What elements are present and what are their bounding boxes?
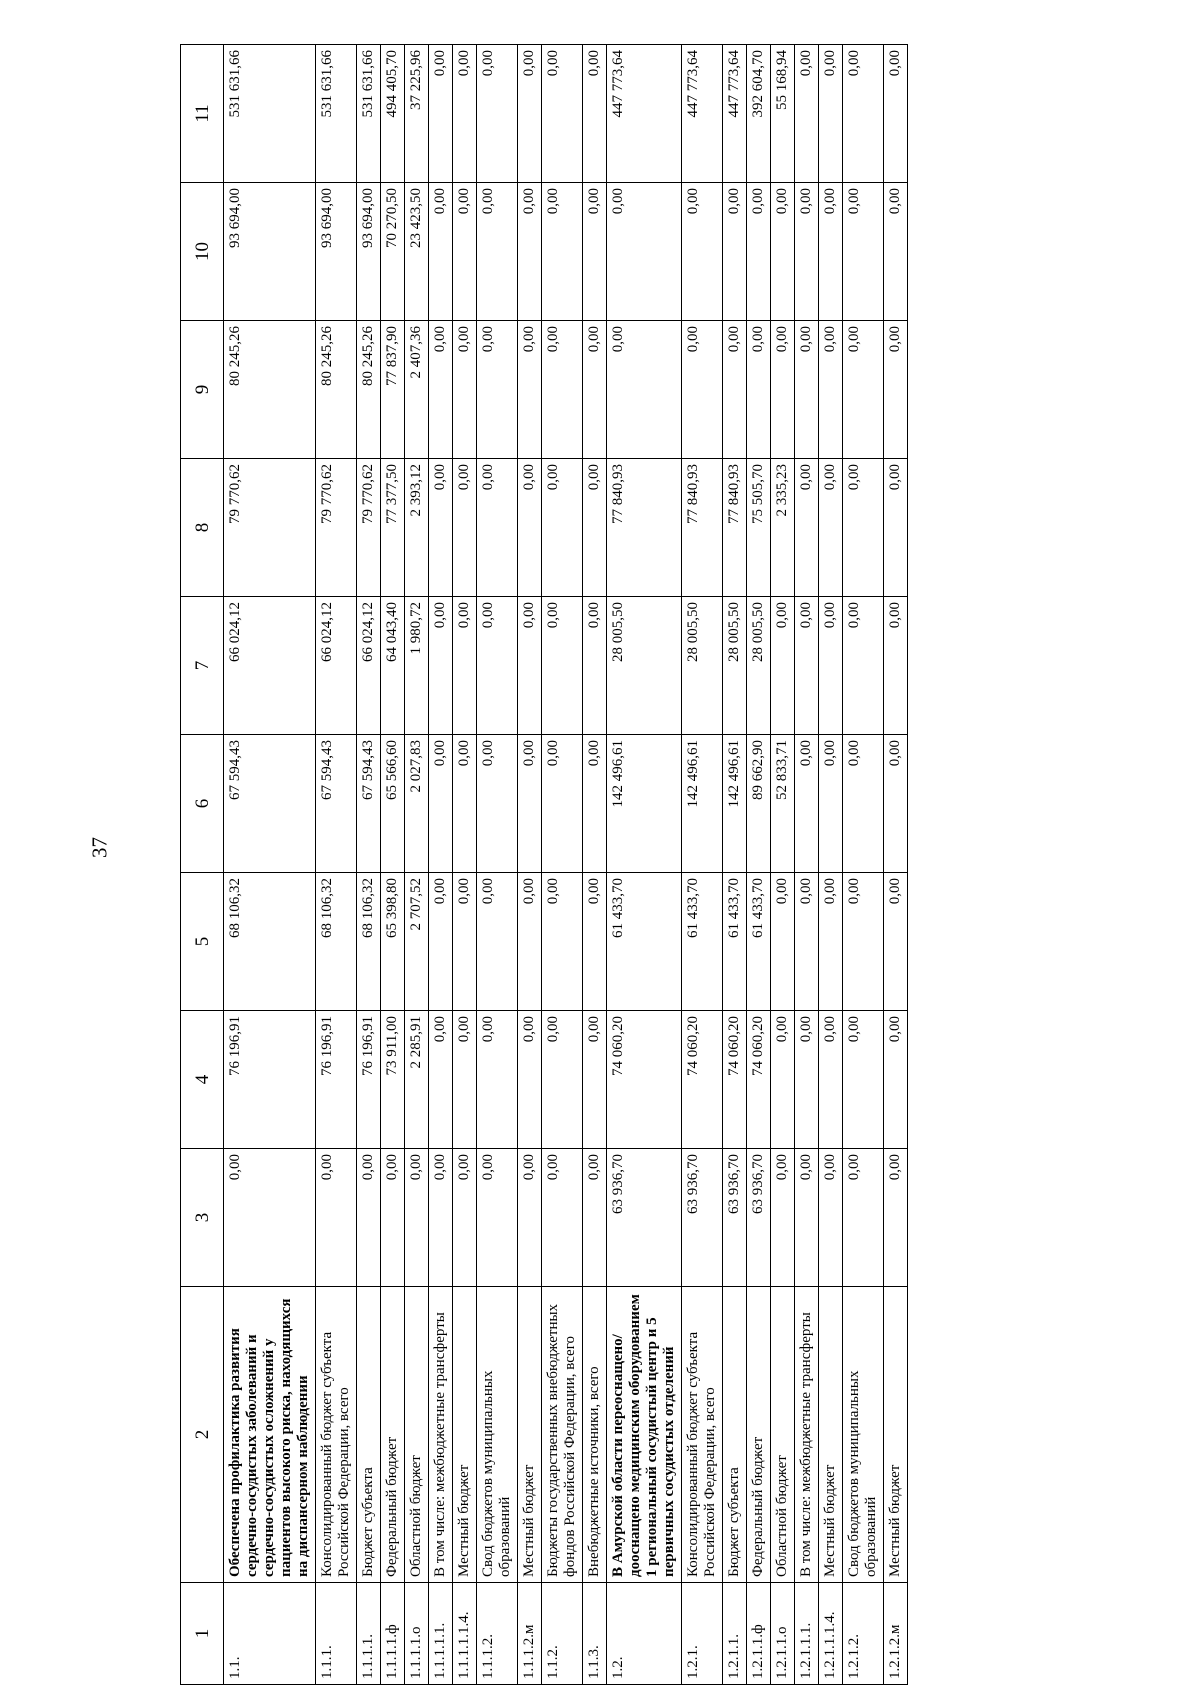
row-code: 1.2.1.2.м [884,1583,908,1685]
row-name: В том числе: межбюджетные трансферты [795,1287,819,1583]
row-name: Федеральный бюджет [381,1287,405,1583]
value-cell-col-11: 531 631,66 [224,45,316,183]
row-name: Бюджеты государственных внебюджетных фондов Российской Федерации, всего [542,1287,583,1583]
column-header-2: 2 [181,1287,224,1583]
value-cell-col-5: 68 106,32 [357,873,381,1011]
value-cell-col-8: 77 840,93 [682,459,723,597]
value-cell-col-5: 68 106,32 [224,873,316,1011]
page-number: 37 [87,837,112,858]
value-cell-col-6: 0,00 [477,735,518,873]
value-cell-col-3: 0,00 [224,1149,316,1287]
table-row [429,45,453,1685]
value-cell-col-6: 142 496,61 [723,735,747,873]
value-cell-col-9: 0,00 [884,321,908,459]
column-header-8: 8 [181,459,224,597]
value-cell-col-11: 0,00 [453,45,477,183]
value-cell-col-5: 0,00 [542,873,583,1011]
row-name: Федеральный бюджет [747,1287,771,1583]
table-row [357,45,381,1685]
value-cell-col-8: 2 335,23 [771,459,795,597]
value-cell-col-5: 61 433,70 [607,873,682,1011]
value-cell-col-4: 74 060,20 [682,1011,723,1149]
value-cell-col-9: 0,00 [795,321,819,459]
value-cell-col-3: 0,00 [583,1149,607,1287]
table-row [316,45,357,1685]
value-cell-col-10: 0,00 [747,183,771,321]
value-cell-col-7: 0,00 [477,597,518,735]
value-cell-col-3: 0,00 [381,1149,405,1287]
value-cell-col-10: 0,00 [795,183,819,321]
row-code: 1.1.1.1.ф [381,1583,405,1685]
value-cell-col-11: 447 773,64 [682,45,723,183]
value-cell-col-7: 64 043,40 [381,597,405,735]
value-cell-col-4: 0,00 [771,1011,795,1149]
row-code: 1.2.1.1.о [771,1583,795,1685]
value-cell-col-9: 0,00 [453,321,477,459]
value-cell-col-3: 0,00 [795,1149,819,1287]
value-cell-col-4: 76 196,91 [224,1011,316,1149]
value-cell-col-6: 67 594,43 [316,735,357,873]
table-row [843,45,884,1685]
value-cell-col-11: 37 225,96 [405,45,429,183]
value-cell-col-9: 0,00 [771,321,795,459]
column-header-9: 9 [181,321,224,459]
table-row [224,45,316,1685]
value-cell-col-4: 0,00 [884,1011,908,1149]
value-cell-col-11: 0,00 [843,45,884,183]
value-cell-col-3: 0,00 [357,1149,381,1287]
value-cell-col-8: 0,00 [843,459,884,597]
value-cell-col-6: 0,00 [843,735,884,873]
table-row [518,45,542,1685]
value-cell-col-11: 494 405,70 [381,45,405,183]
row-name: Местный бюджет [819,1287,843,1583]
column-header-7: 7 [181,597,224,735]
column-header-5: 5 [181,873,224,1011]
row-name: Обеспечена профилактика развития сердечно-сосудистых заболеваний и сердечно-сосудистых осложнений у пациентов высокого риска, находящихся на диспансерном наблюдении [224,1287,316,1583]
budget-table [180,44,908,1685]
value-cell-col-6: 67 594,43 [357,735,381,873]
column-header-1: 1 [181,1583,224,1685]
value-cell-col-4: 0,00 [542,1011,583,1149]
table-body [224,45,908,1685]
value-cell-col-5: 68 106,32 [316,873,357,1011]
table-row [607,45,682,1685]
table-row [381,45,405,1685]
value-cell-col-8: 0,00 [453,459,477,597]
value-cell-col-7: 0,00 [843,597,884,735]
value-cell-col-7: 28 005,50 [723,597,747,735]
value-cell-col-10: 70 270,50 [381,183,405,321]
row-code: 1.1.3. [583,1583,607,1685]
value-cell-col-3: 0,00 [477,1149,518,1287]
value-cell-col-9: 0,00 [518,321,542,459]
value-cell-col-7: 28 005,50 [607,597,682,735]
row-code: 1.2.1.1. [723,1583,747,1685]
table-row [723,45,747,1685]
value-cell-col-6: 2 027,83 [405,735,429,873]
value-cell-col-6: 67 594,43 [224,735,316,873]
value-cell-col-8: 79 770,62 [316,459,357,597]
value-cell-col-3: 0,00 [453,1149,477,1287]
value-cell-col-10: 0,00 [843,183,884,321]
value-cell-col-11: 0,00 [542,45,583,183]
value-cell-col-3: 0,00 [819,1149,843,1287]
value-cell-col-8: 2 393,12 [405,459,429,597]
value-cell-col-8: 77 840,93 [723,459,747,597]
value-cell-col-4: 0,00 [453,1011,477,1149]
value-cell-col-4: 76 196,91 [316,1011,357,1149]
value-cell-col-11: 0,00 [795,45,819,183]
value-cell-col-7: 0,00 [771,597,795,735]
value-cell-col-6: 0,00 [518,735,542,873]
value-cell-col-7: 66 024,12 [357,597,381,735]
value-cell-col-5: 65 398,80 [381,873,405,1011]
column-header-11: 11 [181,45,224,183]
value-cell-col-6: 65 566,60 [381,735,405,873]
row-name: Свод бюджетов муниципальных образований [477,1287,518,1583]
value-cell-col-10: 0,00 [518,183,542,321]
value-cell-col-8: 0,00 [884,459,908,597]
column-header-3: 3 [181,1149,224,1287]
value-cell-col-8: 0,00 [477,459,518,597]
value-cell-col-9: 0,00 [843,321,884,459]
value-cell-col-3: 63 936,70 [747,1149,771,1287]
value-cell-col-7: 0,00 [795,597,819,735]
value-cell-col-6: 142 496,61 [682,735,723,873]
value-cell-col-3: 63 936,70 [682,1149,723,1287]
value-cell-col-10: 93 694,00 [224,183,316,321]
value-cell-col-10: 93 694,00 [357,183,381,321]
value-cell-col-6: 52 833,71 [771,735,795,873]
value-cell-col-11: 55 168,94 [771,45,795,183]
value-cell-col-8: 79 770,62 [357,459,381,597]
value-cell-col-9: 0,00 [583,321,607,459]
value-cell-col-6: 0,00 [542,735,583,873]
value-cell-col-7: 66 024,12 [316,597,357,735]
value-cell-col-5: 0,00 [583,873,607,1011]
value-cell-col-10: 0,00 [453,183,477,321]
value-cell-col-5: 61 433,70 [723,873,747,1011]
value-cell-col-7: 0,00 [453,597,477,735]
value-cell-col-7: 66 024,12 [224,597,316,735]
value-cell-col-7: 0,00 [819,597,843,735]
row-code: 1.1.1.1.о [405,1583,429,1685]
value-cell-col-9: 77 837,90 [381,321,405,459]
value-cell-col-11: 0,00 [518,45,542,183]
value-cell-col-5: 0,00 [884,873,908,1011]
table-row [405,45,429,1685]
row-code: 1.2.1.1.ф [747,1583,771,1685]
value-cell-col-7: 0,00 [429,597,453,735]
value-cell-col-6: 0,00 [795,735,819,873]
value-cell-col-10: 0,00 [723,183,747,321]
value-cell-col-5: 61 433,70 [682,873,723,1011]
value-cell-col-6: 0,00 [819,735,843,873]
value-cell-col-5: 0,00 [795,873,819,1011]
table-row [747,45,771,1685]
row-code: 1.2.1.2. [843,1583,884,1685]
value-cell-col-6: 0,00 [453,735,477,873]
value-cell-col-4: 0,00 [429,1011,453,1149]
value-cell-col-3: 0,00 [884,1149,908,1287]
value-cell-col-5: 2 707,52 [405,873,429,1011]
value-cell-col-11: 531 631,66 [357,45,381,183]
value-cell-col-4: 0,00 [477,1011,518,1149]
value-cell-col-9: 0,00 [429,321,453,459]
table-row [682,45,723,1685]
column-header-4: 4 [181,1011,224,1149]
value-cell-col-10: 0,00 [607,183,682,321]
value-cell-col-6: 89 662,90 [747,735,771,873]
value-cell-col-11: 392 604,70 [747,45,771,183]
value-cell-col-3: 0,00 [542,1149,583,1287]
value-cell-col-7: 0,00 [542,597,583,735]
row-name: Местный бюджет [884,1287,908,1583]
table-row [819,45,843,1685]
value-cell-col-10: 0,00 [771,183,795,321]
value-cell-col-5: 0,00 [429,873,453,1011]
value-cell-col-5: 0,00 [771,873,795,1011]
row-name: Консолидированный бюджет субъекта Российской Федерации, всего [682,1287,723,1583]
value-cell-col-5: 0,00 [843,873,884,1011]
value-cell-col-6: 0,00 [884,735,908,873]
value-cell-col-4: 74 060,20 [607,1011,682,1149]
value-cell-col-6: 0,00 [583,735,607,873]
row-name: Внебюджетные источники, всего [583,1287,607,1583]
header-row [181,45,224,1685]
row-code: 1.1.1.1.1. [429,1583,453,1685]
row-code: 1.2. [607,1583,682,1685]
value-cell-col-11: 0,00 [884,45,908,183]
value-cell-col-3: 0,00 [405,1149,429,1287]
value-cell-col-11: 0,00 [819,45,843,183]
value-cell-col-5: 61 433,70 [747,873,771,1011]
value-cell-col-8: 79 770,62 [224,459,316,597]
value-cell-col-4: 2 285,91 [405,1011,429,1149]
value-cell-col-9: 0,00 [682,321,723,459]
value-cell-col-7: 0,00 [884,597,908,735]
row-name: В том числе: межбюджетные трансферты [429,1287,453,1583]
value-cell-col-5: 0,00 [819,873,843,1011]
value-cell-col-9: 0,00 [723,321,747,459]
value-cell-col-3: 0,00 [316,1149,357,1287]
value-cell-col-10: 23 423,50 [405,183,429,321]
value-cell-col-8: 0,00 [819,459,843,597]
value-cell-col-9: 80 245,26 [357,321,381,459]
value-cell-col-6: 0,00 [429,735,453,873]
value-cell-col-11: 447 773,64 [723,45,747,183]
row-code: 1.1.1.1. [357,1583,381,1685]
value-cell-col-4: 0,00 [795,1011,819,1149]
value-cell-col-9: 0,00 [819,321,843,459]
row-code: 1.1.1.2. [477,1583,518,1685]
row-name: Бюджет субъекта [357,1287,381,1583]
value-cell-col-7: 0,00 [518,597,542,735]
row-code: 1.1.1.1.1.4. [453,1583,477,1685]
value-cell-col-4: 74 060,20 [723,1011,747,1149]
value-cell-col-3: 63 936,70 [607,1149,682,1287]
value-cell-col-6: 142 496,61 [607,735,682,873]
value-cell-col-7: 28 005,50 [682,597,723,735]
row-code: 1.2.1. [682,1583,723,1685]
value-cell-col-9: 80 245,26 [224,321,316,459]
row-code: 1.1. [224,1583,316,1685]
value-cell-col-8: 75 505,70 [747,459,771,597]
row-name: Свод бюджетов муниципальных образований [843,1287,884,1583]
value-cell-col-9: 2 407,36 [405,321,429,459]
value-cell-col-8: 77 377,50 [381,459,405,597]
value-cell-col-4: 73 911,00 [381,1011,405,1149]
value-cell-col-7: 1 980,72 [405,597,429,735]
value-cell-col-9: 0,00 [747,321,771,459]
value-cell-col-8: 0,00 [429,459,453,597]
value-cell-col-11: 531 631,66 [316,45,357,183]
value-cell-col-7: 0,00 [583,597,607,735]
value-cell-col-9: 0,00 [542,321,583,459]
value-cell-col-9: 80 245,26 [316,321,357,459]
value-cell-col-8: 0,00 [518,459,542,597]
table-row [542,45,583,1685]
value-cell-col-5: 0,00 [453,873,477,1011]
value-cell-col-3: 63 936,70 [723,1149,747,1287]
value-cell-col-9: 0,00 [477,321,518,459]
value-cell-col-10: 0,00 [429,183,453,321]
row-name: В Амурской области переоснащено/дооснащено медицинским оборудованием 1 региональный сосудистый центр и 5 первичных сосудистых отделений [607,1287,682,1583]
table-row [583,45,607,1685]
row-name: Областной бюджет [771,1287,795,1583]
table-row [453,45,477,1685]
value-cell-col-3: 0,00 [518,1149,542,1287]
value-cell-col-4: 0,00 [843,1011,884,1149]
row-code: 1.2.1.1.1. [795,1583,819,1685]
row-code: 1.1.1.2.м [518,1583,542,1685]
table-row [884,45,908,1685]
value-cell-col-5: 0,00 [518,873,542,1011]
value-cell-col-10: 0,00 [583,183,607,321]
value-cell-col-10: 0,00 [477,183,518,321]
table-row [771,45,795,1685]
row-name: Местный бюджет [518,1287,542,1583]
column-header-6: 6 [181,735,224,873]
value-cell-col-8: 77 840,93 [607,459,682,597]
value-cell-col-10: 93 694,00 [316,183,357,321]
row-name: Местный бюджет [453,1287,477,1583]
value-cell-col-4: 0,00 [819,1011,843,1149]
value-cell-col-8: 0,00 [542,459,583,597]
value-cell-col-9: 0,00 [607,321,682,459]
value-cell-col-8: 0,00 [795,459,819,597]
value-cell-col-7: 28 005,50 [747,597,771,735]
column-header-10: 10 [181,183,224,321]
row-code: 1.1.2. [542,1583,583,1685]
row-code: 1.1.1. [316,1583,357,1685]
table-row [795,45,819,1685]
value-cell-col-4: 0,00 [518,1011,542,1149]
value-cell-col-10: 0,00 [542,183,583,321]
value-cell-col-11: 447 773,64 [607,45,682,183]
row-name: Областной бюджет [405,1287,429,1583]
value-cell-col-3: 0,00 [843,1149,884,1287]
table-row [477,45,518,1685]
value-cell-col-10: 0,00 [884,183,908,321]
budget-table-container [180,45,1085,1685]
value-cell-col-4: 0,00 [583,1011,607,1149]
value-cell-col-11: 0,00 [477,45,518,183]
value-cell-col-4: 74 060,20 [747,1011,771,1149]
value-cell-col-11: 0,00 [583,45,607,183]
row-code: 1.2.1.1.1.4. [819,1583,843,1685]
value-cell-col-11: 0,00 [429,45,453,183]
row-name: Консолидированный бюджет субъекта Российской Федерации, всего [316,1287,357,1583]
value-cell-col-3: 0,00 [771,1149,795,1287]
row-name: Бюджет субъекта [723,1287,747,1583]
value-cell-col-5: 0,00 [477,873,518,1011]
value-cell-col-10: 0,00 [819,183,843,321]
value-cell-col-3: 0,00 [429,1149,453,1287]
value-cell-col-10: 0,00 [682,183,723,321]
value-cell-col-4: 76 196,91 [357,1011,381,1149]
value-cell-col-8: 0,00 [583,459,607,597]
